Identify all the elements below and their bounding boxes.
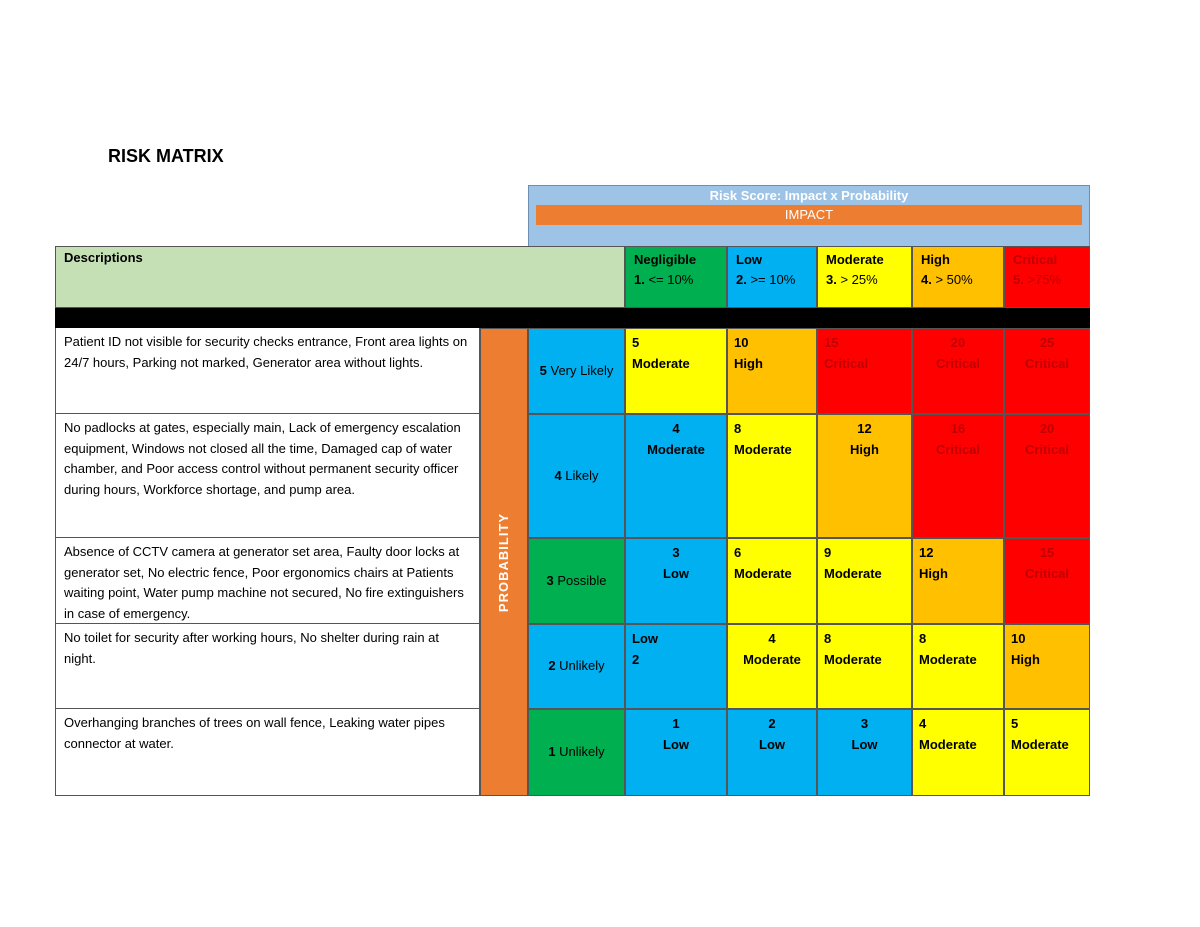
risk-score-value: 10 [734, 335, 749, 350]
risk-description: Absence of CCTV camera at generator set area, Faulty door locks at generator set, No electric fence, Poor ergonomics chairs at Patients waiting point, Water pump machine not secured, No fire extinguishers in case of emergency. [55, 538, 480, 624]
risk-score-cell [912, 328, 1004, 414]
risk-score-level: Moderate [632, 355, 690, 371]
impact-header-moderate [817, 246, 912, 308]
impact-header-label: Critical [1013, 252, 1058, 267]
risk-score-level: Critical [935, 355, 981, 371]
risk-score-level: Low [759, 736, 785, 752]
risk-score-value: 12 [857, 421, 872, 436]
probability-level [528, 414, 625, 538]
risk-score-value: 8 [919, 631, 927, 646]
risk-score-level: Moderate [647, 441, 705, 457]
risk-score-cell [625, 414, 727, 538]
impact-label: IMPACT [536, 205, 1082, 225]
risk-score-cell [727, 709, 817, 796]
impact-header-range: 2. >= 10% [736, 272, 796, 287]
risk-score-value: 15 [1039, 545, 1055, 560]
impact-header-critical [1004, 246, 1090, 308]
impact-header-negligible [625, 246, 727, 308]
risk-score-level: High [734, 355, 763, 371]
risk-score-level: Moderate [824, 651, 882, 667]
risk-description: No toilet for security after working hours, No shelter during rain at night. [55, 624, 480, 709]
risk-description: No padlocks at gates, especially main, Lack of emergency escalation equipment, Windows not closed all the time, Damaged cap of water chamber, and Poor access control without permanent security officer during hours, Workforce shortage, and pump area. [55, 414, 480, 538]
risk-score-level: Moderate [824, 565, 882, 581]
risk-score-value: 5 [632, 335, 640, 350]
risk-score-level: Critical [824, 355, 869, 371]
risk-score-cell [625, 538, 727, 624]
impact-header-label: Moderate [826, 252, 884, 267]
risk-score-level: Low [851, 736, 878, 752]
risk-score-value: 8 [734, 421, 742, 436]
risk-score-cell [1004, 624, 1090, 709]
risk-score-cell [625, 624, 727, 709]
risk-score-label: Risk Score: Impact x Probability [709, 188, 909, 203]
risk-score-value: 6 [734, 545, 742, 560]
risk-score-value: 25 [1039, 335, 1055, 350]
probability-level [528, 624, 625, 709]
probability-text: 1 Unlikely [548, 744, 605, 760]
probability-level [528, 538, 625, 624]
probability-level [528, 709, 625, 796]
risk-score-cell [817, 328, 912, 414]
risk-score-value: 4 [672, 421, 680, 436]
impact-header-range: 5. >75% [1013, 272, 1062, 287]
probability-label-wrap [480, 328, 528, 796]
risk-score-value: 20 [1039, 421, 1055, 436]
probability-text: 2 Unlikely [548, 658, 605, 674]
risk-score-value: 5 [1011, 716, 1019, 731]
probability-level [528, 328, 625, 414]
risk-score-cell [912, 414, 1004, 538]
risk-score-value: 3 [860, 716, 869, 731]
risk-score-cell [912, 538, 1004, 624]
risk-score-cell [1004, 414, 1090, 538]
risk-score-value: 9 [824, 545, 832, 560]
risk-score-level: High [919, 565, 948, 581]
risk-score-cell [1004, 709, 1090, 796]
risk-score-cell [1004, 328, 1090, 414]
risk-score-cell [817, 538, 912, 624]
risk-score-value: 20 [950, 335, 966, 350]
risk-score-cell [912, 709, 1004, 796]
probability-text: 3 Possible [546, 572, 607, 588]
descriptions-header: Descriptions [55, 246, 625, 308]
risk-score-value: 16 [950, 421, 966, 436]
risk-score-value: 4 [919, 716, 927, 731]
risk-score-value: 1 [672, 716, 680, 731]
risk-score-level: Moderate [734, 441, 792, 457]
impact-header-label: Negligible [634, 252, 697, 267]
risk-score-cell [625, 328, 727, 414]
risk-score-value: 2 [768, 716, 776, 731]
impact-header-label: Low [736, 252, 762, 267]
risk-score-level: Moderate [919, 651, 977, 667]
page-title: RISK MATRIX [108, 146, 224, 166]
risk-description: Patient ID not visible for security checks entrance, Front area lights on 24/7 hours, Parking not marked, Generator area without lights. [55, 328, 480, 414]
risk-description: Overhanging branches of trees on wall fence, Leaking water pipes connector at water. [55, 709, 480, 796]
divider-bar [55, 308, 1090, 328]
risk-score-cell [727, 624, 817, 709]
risk-score-level: High [850, 441, 879, 457]
probability-text: 4 Likely [554, 467, 599, 483]
probability-label: PROBABILITY [496, 512, 512, 612]
risk-score-value: 3 [672, 545, 680, 560]
risk-score-cell [727, 328, 817, 414]
impact-header-range: 4. > 50% [921, 272, 973, 287]
risk-score-level: Moderate [743, 651, 801, 667]
impact-header-label: High [921, 252, 950, 267]
risk-score-value: 15 [824, 335, 839, 350]
risk-score-cell [1004, 538, 1090, 624]
impact-header-low [727, 246, 817, 308]
risk-score-level: Critical [1024, 441, 1070, 457]
risk-score-cell [817, 709, 912, 796]
risk-score-level: Low [663, 736, 689, 752]
risk-score-level: 2 [632, 651, 640, 667]
probability-text: 5 Very Likely [539, 362, 614, 378]
risk-score-level: Moderate [1011, 736, 1069, 752]
risk-score-value: 4 [768, 631, 776, 646]
risk-score-level: Moderate [734, 565, 792, 581]
risk-score-level: High [1011, 651, 1040, 667]
table-bottom-border [55, 795, 1090, 796]
risk-score-value: 10 [1011, 631, 1026, 646]
risk-score-level: Moderate [919, 736, 977, 752]
risk-score-cell [727, 414, 817, 538]
risk-score-level: Critical [1024, 355, 1070, 371]
risk-score-value: 8 [824, 631, 832, 646]
impact-header-high [912, 246, 1004, 308]
risk-score-cell [817, 624, 912, 709]
risk-score-cell [817, 414, 912, 538]
risk-score-value: 12 [919, 545, 934, 560]
impact-header-range: 1. <= 10% [634, 272, 694, 287]
risk-score-cell [625, 709, 727, 796]
risk-score-cell [727, 538, 817, 624]
risk-score-cell [912, 624, 1004, 709]
risk-score-level: Low [663, 565, 689, 581]
risk-score-level: Critical [1024, 565, 1070, 581]
impact-header-range: 3. > 25% [826, 272, 878, 287]
risk-score-level: Critical [935, 441, 981, 457]
risk-score-value: Low [632, 631, 658, 646]
